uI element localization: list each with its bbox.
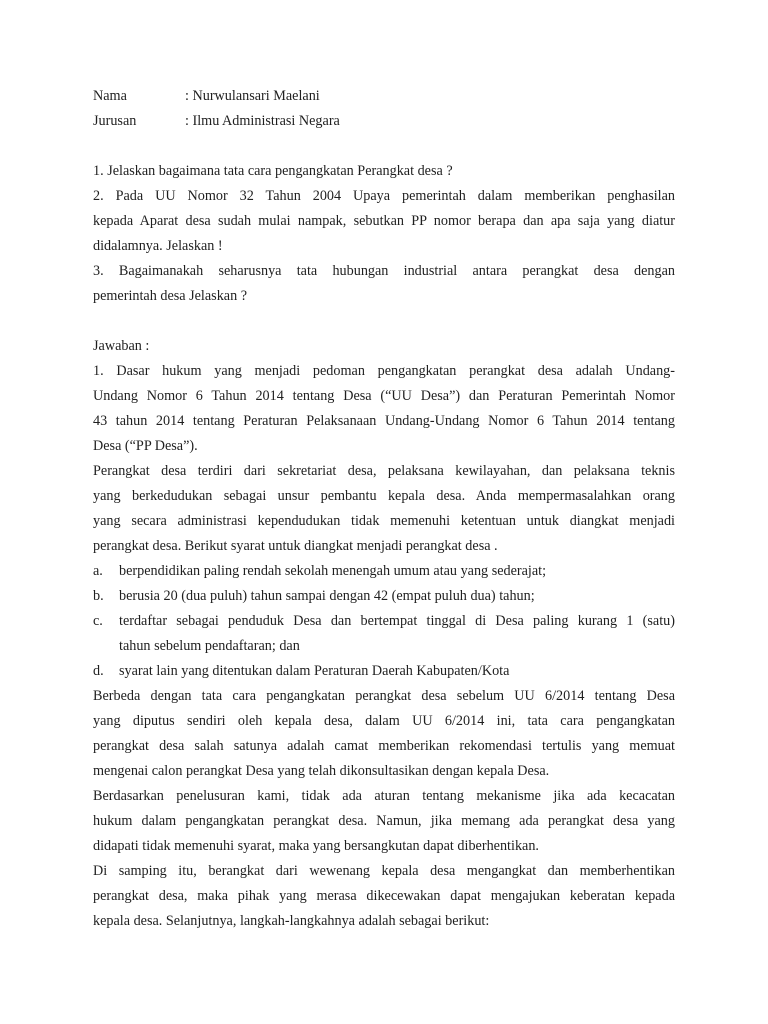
list-marker: d.	[93, 663, 104, 679]
list-item-text: syarat lain yang ditentukan dalam Peraturan Daerah Kabupaten/Kota	[119, 663, 510, 679]
requirement-list-item	[93, 609, 675, 634]
question-3-line-1: 3. Bagaimanakah seharusnya tata hubungan industrial antara perangkat desa dengan	[93, 263, 675, 279]
answer-paragraph-1-line: Undang Nomor 6 Tahun 2014 tentang Desa (“UU Desa”) dan Peraturan Pemerintah Nomor	[93, 388, 675, 404]
question-2-line-3: didalamnya. Jelaskan !	[93, 238, 223, 254]
answer-paragraph-1-line: 43 tahun 2014 tentang Peraturan Pelaksanaan Undang-Undang Nomor 6 Tahun 2014 tentang	[93, 413, 675, 429]
question-2-line-2: kepada Aparat desa sudah mulai nampak, sebutkan PP nomor berapa dan apa saja yang diatur	[93, 213, 675, 229]
spacer	[93, 309, 675, 334]
requirement-list-item	[93, 559, 675, 584]
question-1: 1. Jelaskan bagaimana tata cara pengangkatan Perangkat desa ?	[93, 163, 453, 179]
list-item-text: berusia 20 (dua puluh) tahun sampai dengan 42 (empat puluh dua) tahun;	[119, 588, 535, 604]
answer-paragraph-5-line: Di samping itu, berangkat dari wewenang kepala desa mengangkat dan memberhentikan	[93, 863, 675, 879]
answer-paragraph-3-line: mengenai calon perangkat Desa yang telah dikonsultasikan dengan kepala Desa.	[93, 763, 550, 779]
answer-paragraph-4-line: hukum dalam pengangkatan perangkat desa. Namun, jika memang ada perangkat desa yang	[93, 813, 675, 829]
list-item-text: terdaftar sebagai penduduk Desa dan bertempat tinggal di Desa paling kurang 1 (satu)	[119, 613, 675, 629]
name-row	[93, 84, 675, 109]
name-value: : Nurwulansari Maelani	[185, 88, 320, 104]
list-item-continuation: tahun sebelum pendaftaran; dan	[119, 638, 300, 654]
answer-paragraph-2-line: yang berkedudukan sebagai unsur pembantu kepala desa. Anda mempermasalahkan orang	[93, 488, 675, 504]
answer-paragraph-4-line: Berdasarkan penelusuran kami, tidak ada aturan tentang mekanisme jika ada kecacatan	[93, 788, 675, 804]
list-marker: a.	[93, 563, 103, 579]
requirement-list-item	[93, 584, 675, 609]
question-3-line-2: pemerintah desa Jelaskan ?	[93, 288, 248, 304]
answer-heading: Jawaban :	[93, 338, 150, 354]
document-page	[93, 84, 675, 934]
major-value: : Ilmu Administrasi Negara	[185, 113, 340, 129]
answer-paragraph-5-line: perangkat desa, maka pihak yang merasa dikecewakan dapat mengajukan keberatan kepada	[93, 888, 675, 904]
list-marker: b.	[93, 588, 104, 604]
answer-paragraph-4-line: didapati tidak memenuhi syarat, maka yang bersangkutan dapat diberhentikan.	[93, 838, 539, 854]
answer-paragraph-2-line: perangkat desa. Berikut syarat untuk diangkat menjadi perangkat desa .	[93, 538, 498, 554]
answer-paragraph-5-line: kepala desa. Selanjutnya, langkah-langkahnya adalah sebagai berikut:	[93, 913, 490, 929]
question-2-line-1: 2. Pada UU Nomor 32 Tahun 2004 Upaya pemerintah dalam memberikan penghasilan	[93, 188, 675, 204]
answer-paragraph-1-line: 1. Dasar hukum yang menjadi pedoman pengangkatan perangkat desa adalah Undang-	[93, 363, 675, 379]
major-label: Jurusan	[93, 113, 137, 129]
answer-paragraph-3-line: Berbeda dengan tata cara pengangkatan perangkat desa sebelum UU 6/2014 tentang Desa	[93, 688, 675, 704]
answer-paragraph-3-line: perangkat desa salah satunya adalah camat memberikan rekomendasi tertulis yang memuat	[93, 738, 675, 754]
list-marker: c.	[93, 613, 103, 629]
list-item-text: berpendidikan paling rendah sekolah menengah umum atau yang sederajat;	[119, 563, 547, 579]
answer-paragraph-1-line: Desa (“PP Desa”).	[93, 438, 198, 454]
spacer	[93, 134, 675, 159]
answer-paragraph-2-line: Perangkat desa terdiri dari sekretariat desa, pelaksana kewilayahan, dan pelaksana teknis	[93, 463, 675, 479]
answer-paragraph-3-line: yang diputus sendiri oleh kepala desa, dalam UU 6/2014 ini, tata cara pengangkatan	[93, 713, 675, 729]
answer-paragraph-2-line: yang secara administrasi kependudukan tidak memenuhi ketentuan untuk diangkat menjadi	[93, 513, 675, 529]
name-label: Nama	[93, 88, 127, 104]
major-row	[93, 109, 675, 134]
requirement-list-item	[93, 659, 675, 684]
